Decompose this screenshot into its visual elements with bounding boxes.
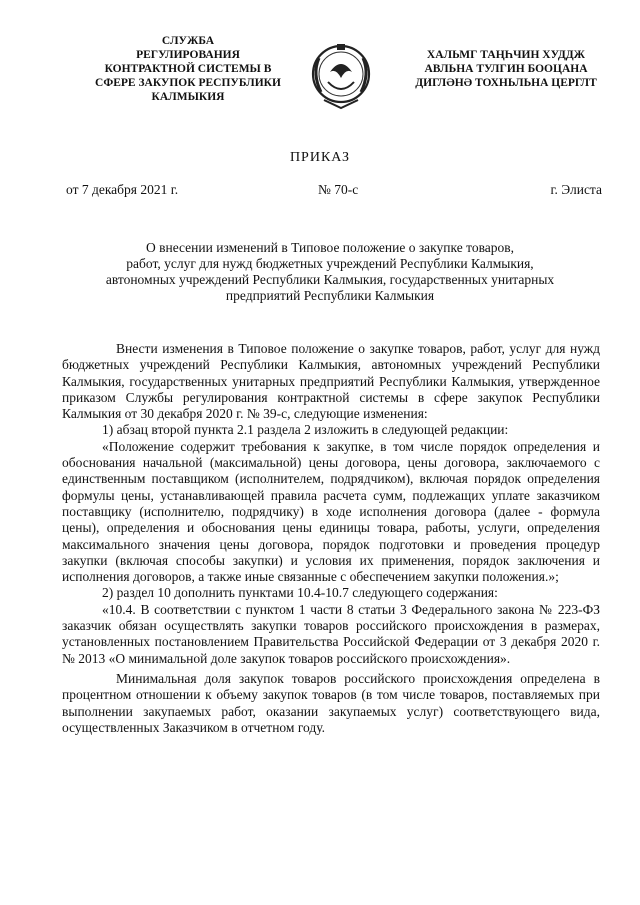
header-right-line: ДИГЛӘНӘ ТОХНЬЛЬНА ЦЕРГЛТ (415, 77, 597, 89)
header-right-block (392, 48, 620, 90)
order-subject (60, 240, 600, 304)
body-paragraph: 1) абзац второй пункта 2.1 раздела 2 изложить в следующей редакции: (102, 422, 509, 438)
body-paragraph: «10.4. В соответствии с пунктом 1 части 8 статьи 3 Федерального закона № 223-ФЗ заказчик обязан осуществлять закупки товаров российского происхождения в размерах, установленных постановлением Правительства Российской Федерации от 3 декабря 2020 г. № 2013 «О минимальной доле закупок товаров российского происхождения». (62, 601, 600, 666)
subject-line: О внесении изменений в Типовое положение о закупке товаров, (145, 240, 515, 255)
subject-line: работ, услуг для нужд бюджетных учреждений Республики Калмыкия, (126, 256, 534, 271)
header-left-line: КАЛМЫКИЯ (151, 91, 225, 103)
subject-line: предприятий Республики Калмыкия (225, 288, 435, 303)
order-date: от 7 декабря 2021 г. (66, 182, 179, 197)
header-left-block (78, 34, 298, 104)
subject-line: автономных учреждений Республики Калмыкия, государственных унитарных (105, 272, 555, 287)
body-paragraph: Минимальная доля закупок товаров российского происхождения определена в процентном отношении к объему закупок товаров (в том числе товаров, поставляемых при выполнении закупаемых работ, оказании закупаемых услуг) соответствующего вида, осуществленных Заказчиком в отчетном году. (62, 670, 600, 735)
body-paragraph: Внести изменения в Типовое положение о закупке товаров, работ, услуг для нужд бюджетных учреждений Республики Калмыкия, автономных учреждений Республики Калмыкия, государственных унитарных предприятий Республики Калмыкия, утвержденное приказом Службы регулирования контрактной системы в сфере закупок Республики Калмыкия от 30 декабря 2020 г. № 39-с, следующие изменения: (62, 341, 600, 422)
body-paragraph: «Положение содержит требования к закупке, в том числе порядок определения и обоснования начальной (максимальной) цены договора, цены договора, заключаемого с единственным поставщиком (исполнителем, подрядчиком), включая порядок определения формулы цены, устанавливающей правила расчета сумм, подлежащих уплате заказчиком поставщику (исполнителю, подрядчику) в ходе исполнения договора (далее - формула цены), определения и обоснования цены единицы товара, работы, услуги, определения максимального значения цены договора, порядок подготовки и проведения процедур закупки (включая способы закупки) и условия их применения, порядок заключения и исполнения договоров, а также иные связанные с обеспечением закупки положения.»; (62, 438, 600, 585)
order-body (62, 341, 600, 736)
header-left-line: КОНТРАКТНОЙ СИСТЕМЫ В (104, 63, 272, 75)
header-right-line: ХАЛЬМГ ТАҢҺЧИН ХУДДЖ (426, 49, 586, 61)
order-city: г. Элиста (550, 182, 602, 197)
header-left-line: СЛУЖБА (161, 35, 215, 47)
header-right-line: АВЛЬНА ТУЛГИН БООЦАНА (424, 63, 588, 75)
header-left-line: СФЕРЕ ЗАКУПОК РЕСПУБЛИКИ (95, 77, 281, 89)
order-number: № 70-с (318, 182, 359, 197)
document-title: ПРИКАЗ (289, 150, 351, 165)
header-left-line: РЕГУЛИРОВАНИЯ (136, 49, 240, 61)
coat-of-arms-emblem (308, 38, 374, 110)
body-paragraph: 2) раздел 10 дополнить пунктами 10.4-10.7 следующего содержания: (102, 585, 498, 601)
